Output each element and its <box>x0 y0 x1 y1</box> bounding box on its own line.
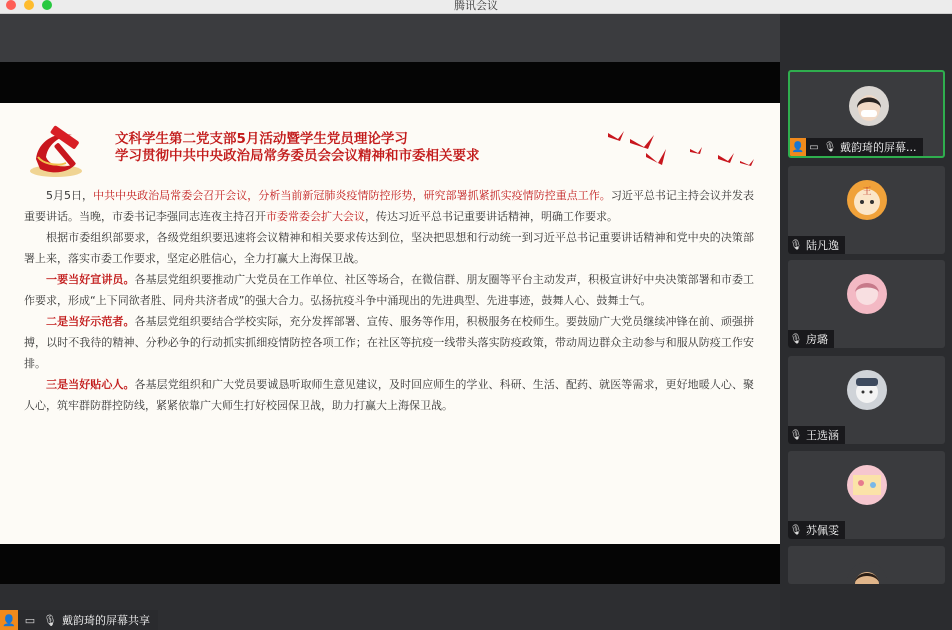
avatar <box>847 274 887 314</box>
paragraph-4: 二是当好示范者。各基层党组织要结合学校实际，充分发挥部署、宣传、服务等作用，积极服务在校师生。要鼓励广大党员继续冲锋在前、顽强拼搏，以时不我待的精神、分秒必争的行动抓实抓细疫情防控各项工作；在社区等抗疫一线带头落实防疫政策，带动周边群众主动参与和服从防疫工作安排。 <box>24 315 755 370</box>
participant-tile[interactable] <box>788 260 945 348</box>
svg-text:王: 王 <box>862 187 872 197</box>
paragraph-5: 三是当好贴心人。各基层党组织和广大党员要诚恳听取师生意见建议，及时回应师生的学业、科研、生活、配药、就医等需求，更好地暖人心、聚人心，筑牢群防群控防线，紧紧依靠广大师生打好校园保卫战，助力打赢大上海保卫战。 <box>24 378 755 412</box>
participant-label <box>790 138 923 156</box>
paragraph-2: 根据市委组织部要求，各级党组织要迅速将会议精神和相关要求传达到位，坚决把思想和行动统一到习近平总书记重要讲话精神和党中央的决策部署上来，落实市委工作要求，坚定必胜信心，全力打赢大上海保卫战。 <box>24 231 754 265</box>
participant-tile[interactable] <box>788 451 945 539</box>
shared-screen-area[interactable] <box>0 14 780 630</box>
screen-share-icon: ▭ <box>809 141 819 153</box>
participant-name: 苏佩雯 <box>806 524 839 537</box>
participant-tile[interactable] <box>788 70 945 158</box>
person-icon: 👤 <box>790 138 806 156</box>
slide-body <box>24 185 754 416</box>
party-emblem-icon <box>26 123 96 179</box>
title-bar <box>0 0 952 14</box>
share-owner-label <box>0 610 158 630</box>
participant-tile[interactable] <box>788 356 945 444</box>
mic-muted-icon: 🎙 <box>789 524 803 536</box>
mic-icon: 🎙 <box>823 141 837 153</box>
avatar <box>847 370 887 410</box>
mic-icon: 🎙 <box>43 613 57 627</box>
slide-heading-line2: 学习贯彻中共中央政治局常务委员会会议精神和市委相关要求 <box>115 148 480 164</box>
mic-muted-icon: 🎙 <box>789 429 803 441</box>
participant-name: 陆凡逸 <box>806 239 839 252</box>
paragraph-1: 5月5日，中共中央政治局常委会召开会议，分析当前新冠肺炎疫情防控形势，研究部署抓紧抓实疫情防控重点工作。习近平总书记主持会议并发表重要讲话。当晚，市委书记李强同志连夜主持召开市委常委会扩大会议，传达习近平总书记重要讲话精神，明确工作要求。 <box>24 189 754 223</box>
shared-slide <box>0 103 780 544</box>
letterbox-bottom <box>0 544 780 584</box>
birds-icon <box>600 125 770 171</box>
participant-list <box>780 14 952 630</box>
mic-muted-icon: 🎙 <box>789 239 803 251</box>
avatar <box>849 86 889 126</box>
participant-label <box>788 236 845 254</box>
participant-label <box>788 330 834 348</box>
participant-name: 房璐 <box>806 333 828 346</box>
participant-tile[interactable] <box>788 546 945 584</box>
participant-name: 戴韵琦的屏幕... <box>840 141 917 154</box>
paragraph-3: 一要当好宣讲员。各基层党组织要推动广大党员在工作单位、社区等场合，在微信群、朋友圈等平台主动发声，积极宣讲好中央决策部署和市委工作要求，形成“上下同欲者胜、同舟共济者成”的强大合力。弘扬抗疫斗争中涌现出的先进典型、先进事迹，鼓舞人心、鼓舞士气。 <box>24 273 755 307</box>
avatar <box>847 465 887 505</box>
avatar <box>847 180 887 220</box>
top-panel <box>0 14 780 62</box>
window-title: 腾讯会议 <box>454 0 498 12</box>
mic-muted-icon: 🎙 <box>789 333 803 345</box>
participant-name: 王选涵 <box>806 429 839 442</box>
letterbox-top <box>0 62 780 103</box>
participant-label <box>788 521 845 539</box>
avatar <box>847 562 887 584</box>
share-owner-name: 戴韵琦的屏幕共享 <box>62 614 150 627</box>
screen-share-icon: ▭ <box>24 613 36 627</box>
person-icon: 👤 <box>0 610 18 630</box>
slide-heading-line1: 文科学生第二党支部5月活动暨学生党员理论学习 <box>115 131 408 147</box>
participant-label <box>788 426 845 444</box>
participant-tile[interactable] <box>788 166 945 254</box>
